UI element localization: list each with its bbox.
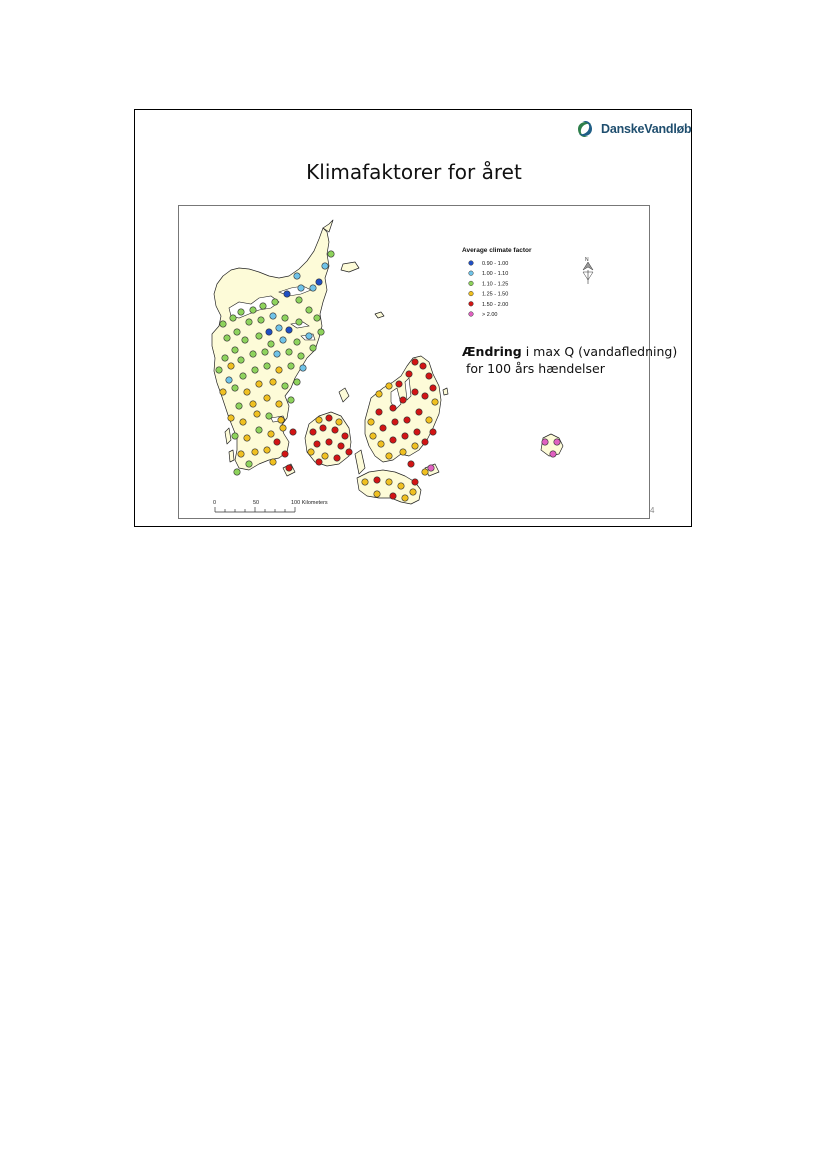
station-marker xyxy=(402,433,408,439)
station-marker xyxy=(270,459,276,465)
land-romoe xyxy=(229,450,234,462)
annotation-line-1 xyxy=(462,343,677,360)
station-marker xyxy=(240,419,246,425)
station-marker xyxy=(286,349,292,355)
station-marker xyxy=(228,415,234,421)
station-marker xyxy=(310,345,316,351)
station-marker xyxy=(282,383,288,389)
station-marker xyxy=(306,333,312,339)
station-marker xyxy=(282,315,288,321)
station-marker xyxy=(430,385,436,391)
station-marker xyxy=(318,329,324,335)
station-marker xyxy=(250,307,256,313)
station-marker xyxy=(328,251,334,257)
station-marker xyxy=(242,337,248,343)
station-marker xyxy=(310,285,316,291)
station-marker xyxy=(256,427,262,433)
station-marker xyxy=(220,321,226,327)
station-marker xyxy=(250,351,256,357)
station-marker xyxy=(234,469,240,475)
legend-swatch xyxy=(469,291,474,296)
station-marker xyxy=(550,451,556,457)
station-marker xyxy=(412,389,418,395)
station-marker xyxy=(240,373,246,379)
station-marker xyxy=(274,439,280,445)
station-marker xyxy=(294,379,300,385)
station-marker xyxy=(274,351,280,357)
station-marker xyxy=(230,315,236,321)
station-marker xyxy=(368,419,374,425)
land-hven xyxy=(443,388,448,395)
station-marker xyxy=(310,429,316,435)
station-marker xyxy=(268,431,274,437)
station-marker xyxy=(402,495,408,501)
scale-bar-label: 50 xyxy=(253,500,260,506)
station-marker xyxy=(244,389,250,395)
station-marker xyxy=(224,335,230,341)
station-marker xyxy=(284,291,290,297)
land-anholt xyxy=(375,312,384,318)
station-marker xyxy=(374,491,380,497)
station-marker xyxy=(370,433,376,439)
station-marker xyxy=(288,397,294,403)
station-marker xyxy=(264,363,270,369)
station-marker xyxy=(430,429,436,435)
station-marker xyxy=(258,317,264,323)
legend-label: 1.50 - 2.00 xyxy=(482,301,509,308)
annotation-bold: Ændring xyxy=(462,344,522,359)
station-marker xyxy=(308,449,314,455)
station-marker xyxy=(320,425,326,431)
station-marker xyxy=(238,309,244,315)
station-marker xyxy=(426,417,432,423)
station-marker xyxy=(338,443,344,449)
annotation-line-2: for 100 års hændelser xyxy=(466,361,605,376)
station-marker xyxy=(250,401,256,407)
station-marker xyxy=(342,433,348,439)
station-marker xyxy=(264,395,270,401)
station-marker xyxy=(306,307,312,313)
station-marker xyxy=(232,385,238,391)
station-marker xyxy=(266,329,272,335)
station-marker xyxy=(380,425,386,431)
station-marker xyxy=(316,279,322,285)
station-marker xyxy=(314,315,320,321)
station-marker xyxy=(266,413,272,419)
station-marker xyxy=(298,285,304,291)
station-marker xyxy=(298,353,304,359)
station-marker xyxy=(294,273,300,279)
station-marker xyxy=(376,409,382,415)
station-marker xyxy=(414,429,420,435)
station-marker xyxy=(332,427,338,433)
land-zealand xyxy=(365,356,441,462)
station-marker xyxy=(410,489,416,495)
legend xyxy=(462,247,532,318)
station-marker xyxy=(390,493,396,499)
station-marker xyxy=(416,409,422,415)
station-marker xyxy=(422,393,428,399)
leaf-ring-logo-icon xyxy=(574,119,596,139)
station-marker xyxy=(406,371,412,377)
station-marker xyxy=(222,355,228,361)
station-marker xyxy=(252,449,258,455)
station-marker xyxy=(334,455,340,461)
land-fanoe xyxy=(225,428,231,444)
legend-label: 1.25 - 1.50 xyxy=(482,291,509,298)
station-marker xyxy=(278,417,284,423)
station-marker xyxy=(378,441,384,447)
legend-label: 0.90 - 1.00 xyxy=(482,261,509,267)
station-marker xyxy=(554,439,560,445)
station-marker xyxy=(376,391,382,397)
station-marker xyxy=(246,461,252,467)
station-marker xyxy=(426,373,432,379)
station-marker xyxy=(246,319,252,325)
station-marker xyxy=(316,417,322,423)
north-arrow-label: N xyxy=(585,257,589,263)
station-marker xyxy=(232,347,238,353)
station-marker xyxy=(238,451,244,457)
station-marker xyxy=(346,449,352,455)
station-marker xyxy=(404,417,410,423)
station-marker xyxy=(268,341,274,347)
station-marker xyxy=(272,299,278,305)
station-marker xyxy=(296,319,302,325)
station-marker xyxy=(390,437,396,443)
annotation-text xyxy=(462,343,677,377)
land-lolland-falster xyxy=(357,470,421,504)
legend-swatch xyxy=(469,281,474,286)
station-marker xyxy=(254,411,260,417)
logo xyxy=(574,118,692,140)
scale-bar-label: 100 Kilometers xyxy=(291,500,328,506)
station-marker xyxy=(280,425,286,431)
north-arrow-icon xyxy=(583,257,593,284)
station-marker xyxy=(220,389,226,395)
station-marker xyxy=(290,429,296,435)
station-marker xyxy=(270,379,276,385)
legend-swatch xyxy=(469,312,474,317)
scale-bar xyxy=(213,500,328,512)
station-marker xyxy=(232,433,238,439)
station-marker xyxy=(270,313,276,319)
station-marker xyxy=(244,435,250,441)
station-marker xyxy=(386,453,392,459)
station-marker xyxy=(386,383,392,389)
station-marker xyxy=(422,439,428,445)
station-marker xyxy=(286,327,292,333)
station-marker xyxy=(280,337,286,343)
station-marker xyxy=(316,459,322,465)
station-marker xyxy=(236,403,242,409)
station-marker xyxy=(314,441,320,447)
legend-swatch xyxy=(469,302,474,307)
station-marker xyxy=(326,415,332,421)
station-marker xyxy=(396,381,402,387)
station-marker xyxy=(542,439,548,445)
station-marker xyxy=(234,329,240,335)
station-marker xyxy=(294,339,300,345)
station-marker xyxy=(276,325,282,331)
station-marker xyxy=(400,397,406,403)
station-marker xyxy=(398,483,404,489)
annotation-line-1-rest: i max Q (vandafledning) xyxy=(521,344,678,359)
legend-label: 1.10 - 1.25 xyxy=(482,281,509,288)
station-marker xyxy=(256,333,262,339)
station-marker xyxy=(422,469,428,475)
station-marker xyxy=(386,479,392,485)
scale-bar-label: 0 xyxy=(213,500,217,506)
station-marker xyxy=(288,363,294,369)
station-marker xyxy=(412,359,418,365)
station-marker xyxy=(286,465,292,471)
station-marker xyxy=(216,367,222,373)
north-arrow-head xyxy=(583,262,593,270)
legend-swatch xyxy=(469,271,474,276)
station-marker xyxy=(412,479,418,485)
slide-title: Klimafaktorer for året xyxy=(306,160,522,184)
station-marker xyxy=(322,263,328,269)
station-marker xyxy=(264,447,270,453)
station-marker xyxy=(296,297,302,303)
station-marker xyxy=(336,419,342,425)
station-marker xyxy=(282,451,288,457)
legend-title: Average climate factor xyxy=(462,247,532,254)
land-laeso xyxy=(341,262,359,272)
station-marker xyxy=(226,377,232,383)
station-marker xyxy=(262,349,268,355)
station-marker xyxy=(322,453,328,459)
station-marker xyxy=(412,443,418,449)
station-marker xyxy=(256,381,262,387)
station-marker xyxy=(326,439,332,445)
station-marker xyxy=(252,367,258,373)
station-marker xyxy=(392,419,398,425)
legend-label: 1.00 - 1.10 xyxy=(482,271,509,278)
station-marker xyxy=(432,399,438,405)
station-marker xyxy=(276,401,282,407)
station-marker xyxy=(300,365,306,371)
legend-label: > 2.00 xyxy=(482,312,498,318)
station-marker xyxy=(428,465,434,471)
station-marker xyxy=(276,367,282,373)
station-marker xyxy=(374,477,380,483)
land-langeland xyxy=(355,450,365,474)
slide xyxy=(134,109,692,527)
logo-text: DanskeVandløb xyxy=(601,122,692,136)
page-number: 4 xyxy=(650,506,655,515)
station-marker xyxy=(260,303,266,309)
station-marker xyxy=(400,449,406,455)
station-marker xyxy=(420,363,426,369)
station-marker xyxy=(362,479,368,485)
station-marker xyxy=(228,363,234,369)
station-marker xyxy=(238,357,244,363)
station-marker xyxy=(390,405,396,411)
land-samso xyxy=(339,388,349,402)
legend-swatch xyxy=(469,261,474,266)
station-marker xyxy=(408,461,414,467)
